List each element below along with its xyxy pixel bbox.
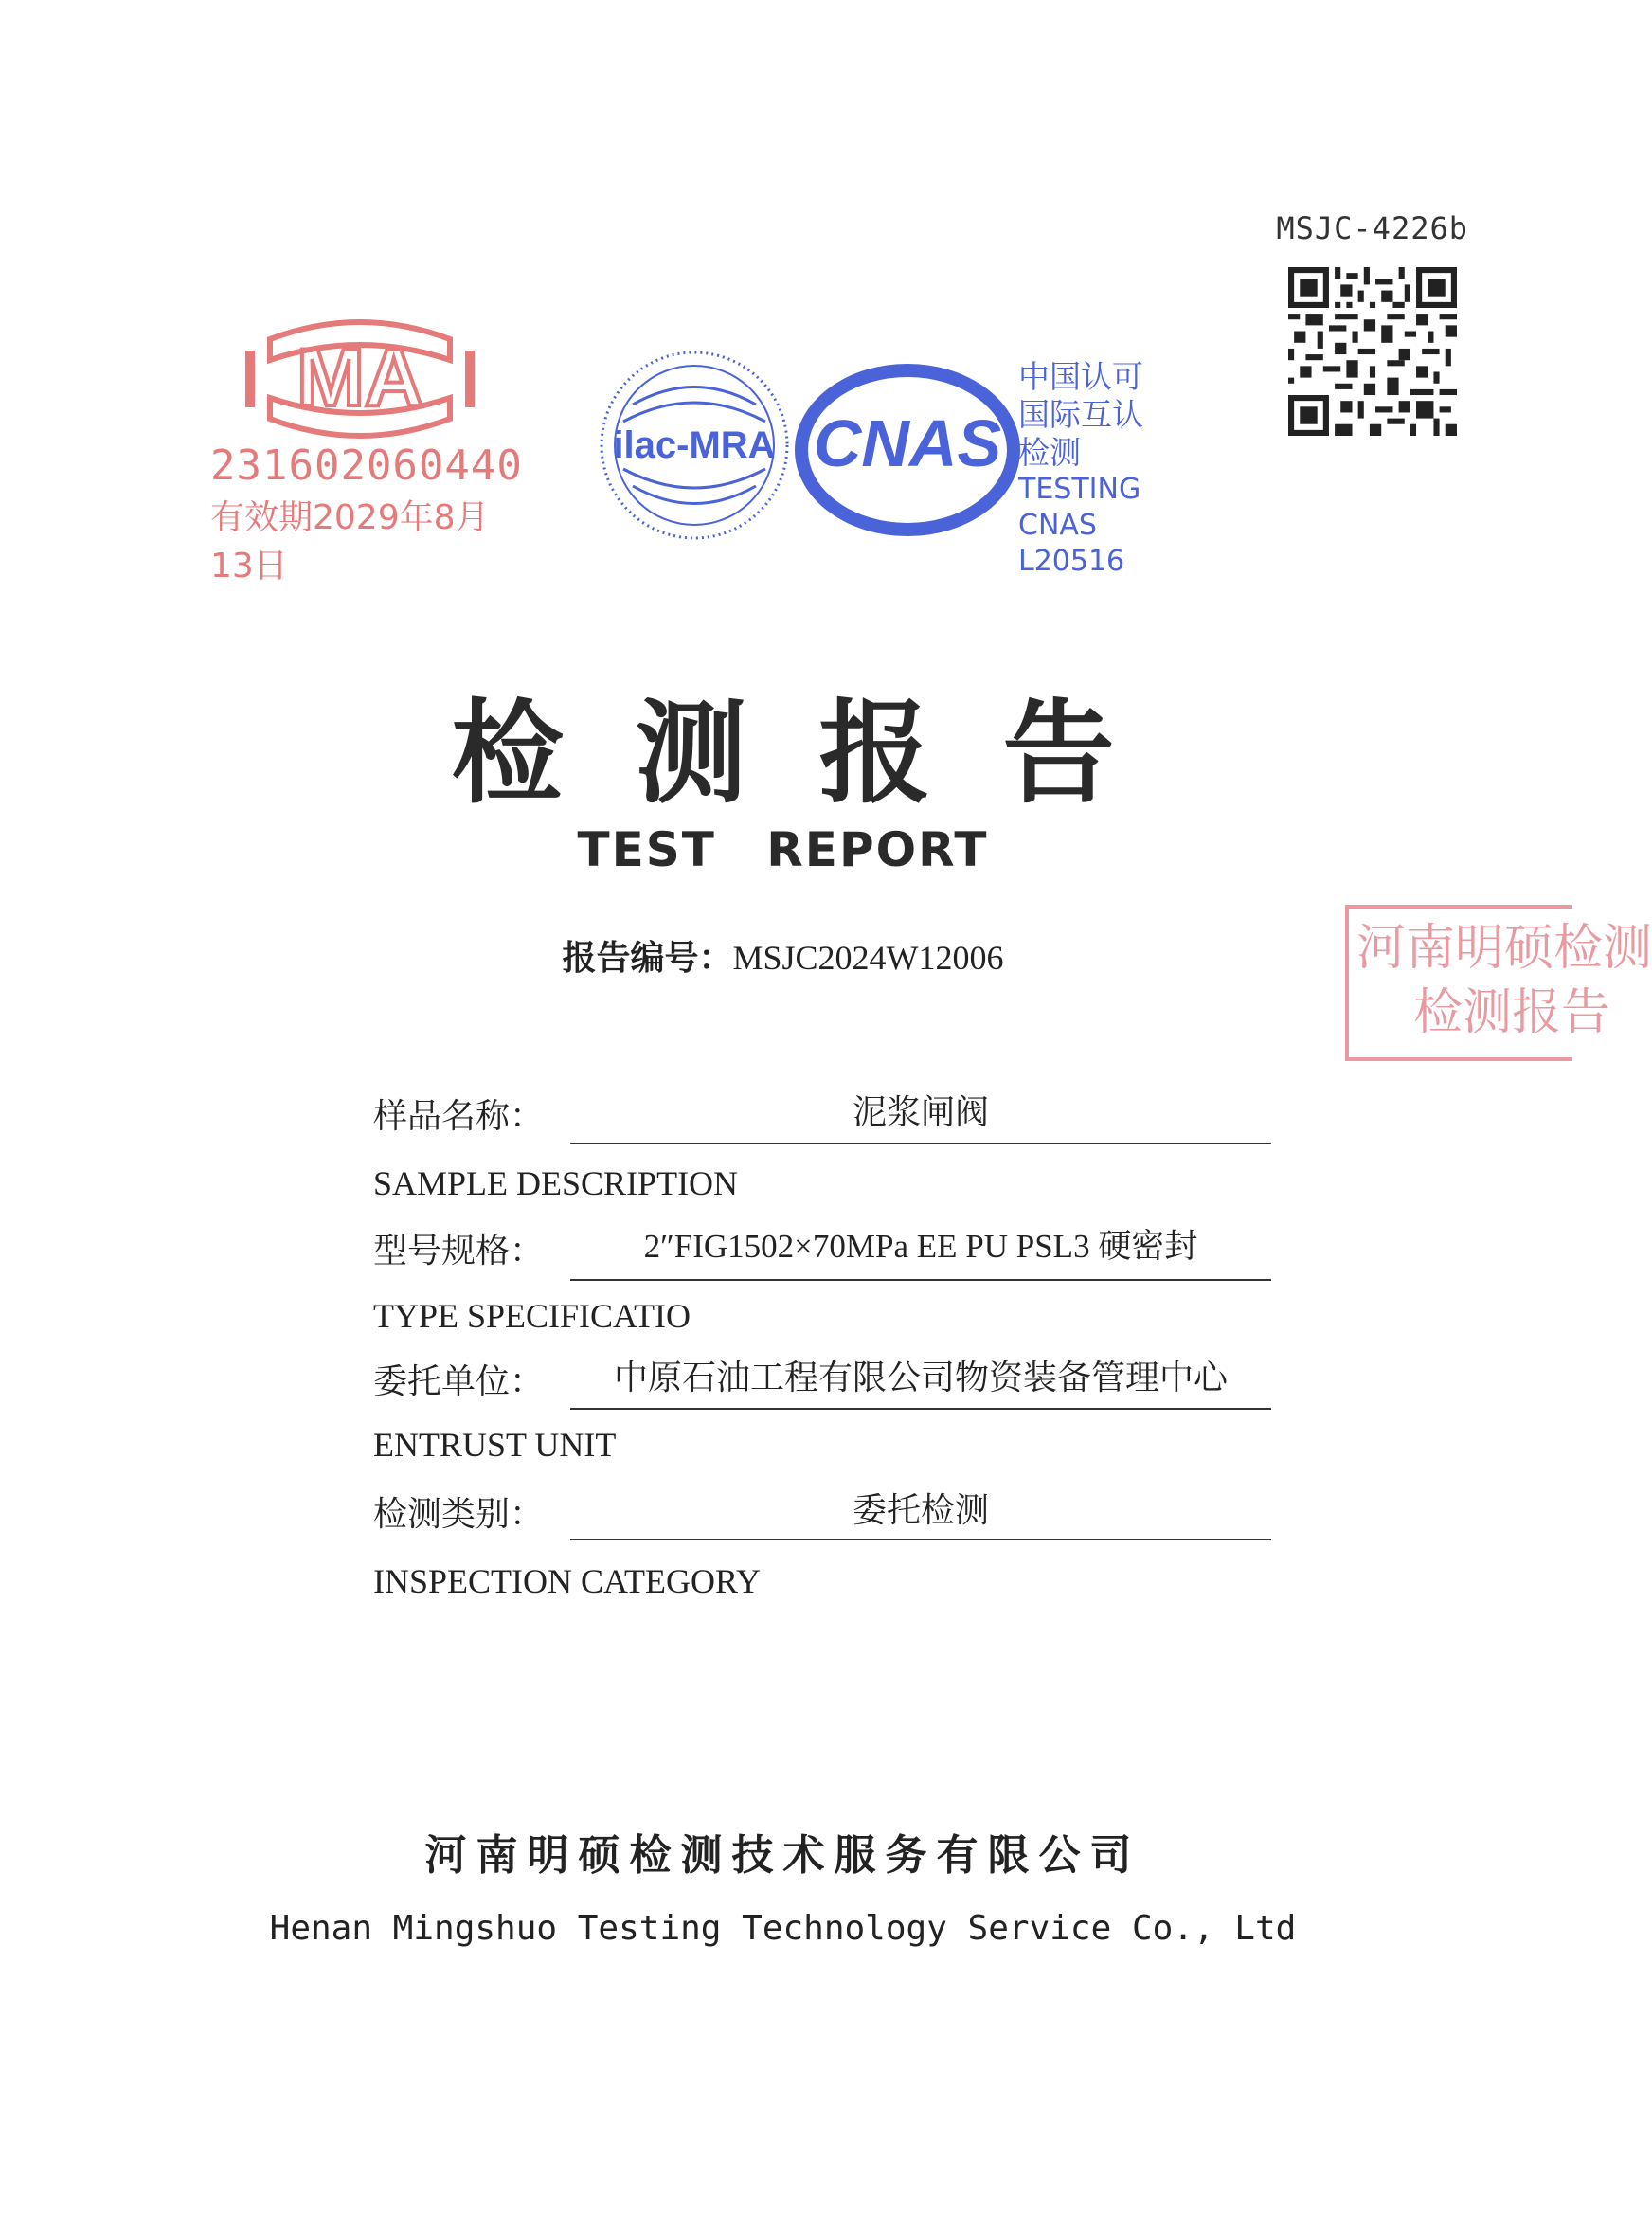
cnas-accreditation-text [1018, 358, 1208, 580]
cnas-number: CNAS L20516 [1018, 509, 1125, 578]
entrust-unit-value: 中原石油工程有限公司物资装备管理中心 [613, 1359, 1228, 1396]
company-name-en: Henan Mingshuo Testing Technology Service Co., Ltd [269, 1909, 1297, 1948]
entrust-unit-underline [570, 1408, 1271, 1410]
ilac-mra-seal-icon [595, 346, 794, 545]
cma-logo-icon [237, 313, 483, 445]
cma-validity: 有效期2029年8月13日 [210, 498, 490, 585]
cma-logo-text: MA [296, 333, 423, 423]
inspection-category-label-en: INSPECTION CATEGORY [373, 1562, 762, 1600]
title-chinese: 检测报告 [451, 693, 1187, 817]
title-english: TEST REPORT [577, 822, 989, 877]
type-specification-label-cn: 型号规格： [373, 1232, 545, 1270]
sample-description-underline [570, 1143, 1271, 1144]
cnas-logo-icon [794, 360, 1021, 540]
cnas-line-cn-1: 中国认可 [1018, 358, 1143, 395]
ilac-mra-text: ilac-MRA [613, 424, 776, 466]
report-number-label: 报告编号： [562, 939, 733, 978]
cma-number: 231602060440 [210, 441, 523, 490]
type-specification-value: 2″FIG1502×70MPa EE PU PSL3 硬密封 [643, 1228, 1198, 1265]
type-specification-label-en: TYPE SPECIFICATIO [373, 1297, 691, 1335]
entrust-unit-label-cn: 委托单位： [373, 1362, 545, 1400]
sample-description-label-cn: 样品名称： [373, 1097, 545, 1135]
cnas-text: CNAS [813, 406, 1002, 480]
report-number [0, 931, 1566, 980]
company-stamp [1345, 905, 1652, 1061]
inspection-category-underline [570, 1539, 1271, 1540]
sample-description-label-en: SAMPLE DESCRIPTION [373, 1164, 739, 1202]
report-number-value: MSJC2024W12006 [732, 939, 1004, 977]
qr-code-icon [1288, 267, 1457, 436]
entrust-unit-label-en: ENTRUST UNIT [373, 1426, 617, 1464]
company-name-cn: 河南明硕检测技术服务有限公司 [424, 1831, 1141, 1880]
cnas-line-cn-3: 检测 [1018, 434, 1081, 471]
stamp-line-2: 检测报告 [1413, 986, 1611, 1040]
document-code: MSJC-4226b [1276, 210, 1468, 246]
cnas-line-cn-2: 国际互认 [1018, 396, 1143, 433]
inspection-category-value: 委托检测 [852, 1491, 989, 1529]
stamp-line-1: 河南明硕检测 [1356, 922, 1652, 976]
inspection-category-label-cn: 检测类别： [373, 1495, 545, 1533]
cnas-line-en: TESTING [1018, 473, 1141, 506]
type-specification-underline [570, 1279, 1271, 1281]
sample-description-value: 泥浆闸阀 [852, 1093, 989, 1131]
